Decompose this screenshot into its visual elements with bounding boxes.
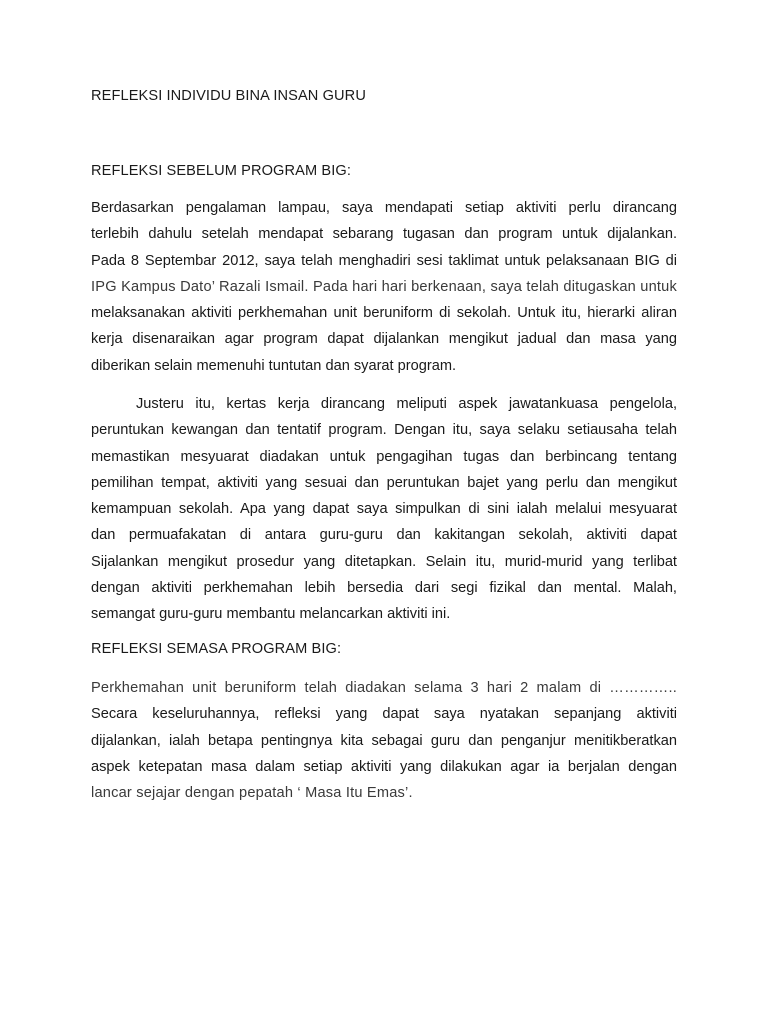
paragraph-line: kemampuan sekolah. Apa yang dapat saya simpulkan di sini ialah melalui mesyuarat xyxy=(91,501,677,518)
paragraph-line: aspek ketepatan masa dalam setiap aktiviti yang dilakukan agar ia berjalan dengan xyxy=(91,758,677,775)
paragraph-line: melaksanakan aktiviti perkhemahan unit beruniform di sekolah. Untuk itu, hierarki aliran xyxy=(91,305,677,322)
paragraph-line: lancar sejajar dengan pepatah ‘ Masa Itu Emas’. xyxy=(91,785,413,802)
paragraph-line: dijalankan, ialah betapa pentingnya kita sebagai guru dan penganjur menitikberatkan xyxy=(91,732,677,749)
section-heading-semasa: REFLEKSI SEMASA PROGRAM BIG: xyxy=(91,641,342,657)
paragraph-line: Sijalankan mengikut prosedur yang ditetapkan. Selain itu, murid-murid yang terlibat xyxy=(91,553,677,570)
paragraph-line: Pada 8 Septembar 2012, saya telah menghadiri sesi taklimat untuk pelaksanaan BIG di xyxy=(91,252,677,269)
paragraph-line: memastikan mesyuarat diadakan untuk pengagihan tugas dan berbincang tentang xyxy=(91,448,677,465)
paragraph-sebelum-2 xyxy=(91,391,677,628)
paragraph-line: dan permuafakatan di antara guru-guru dan kakitangan sekolah, aktiviti dapat xyxy=(91,527,677,544)
paragraph-line: Perkhemahan unit beruniform telah diadakan selama 3 hari 2 malam di ………….. xyxy=(91,680,677,696)
section-heading-sebelum: REFLEKSI SEBELUM PROGRAM BIG: xyxy=(91,163,351,179)
paragraph-line: semangat guru-guru membantu melancarkan aktiviti ini. xyxy=(91,606,451,623)
paragraph-line: dengan aktiviti perkhemahan lebih bersedia dari segi fizikal dan mental. Malah, xyxy=(91,580,677,597)
paragraph-line: pemilihan tempat, aktiviti yang sesuai dan peruntukan bajet yang perlu dan mengikut xyxy=(91,474,677,491)
paragraph-line: Justeru itu, kertas kerja dirancang meliputi aspek jawatankuasa pengelola, xyxy=(136,396,677,412)
paragraph-line: kerja disenaraikan agar program dapat dijalankan mengikut jadual dan masa yang xyxy=(91,331,677,348)
paragraph-line: Secara keseluruhannya, refleksi yang dapat saya nyatakan sepanjang aktiviti xyxy=(91,706,677,723)
paragraph-line: terlebih dahulu setelah mendapat sebarang tugasan dan program untuk dijalankan. xyxy=(91,226,677,243)
paragraph-semasa-1 xyxy=(91,675,677,806)
paragraph-sebelum-1 xyxy=(91,195,677,379)
paragraph-line: Berdasarkan pengalaman lampau, saya mendapati setiap aktiviti perlu dirancang xyxy=(91,200,677,216)
paragraph-line: IPG Kampus Dato’ Razali Ismail. Pada hari hari berkenaan, saya telah ditugaskan untuk xyxy=(91,278,677,295)
paragraph-line: peruntukan kewangan dan tentatif program. Dengan itu, saya selaku setiausaha telah xyxy=(91,422,677,439)
document-title: REFLEKSI INDIVIDU BINA INSAN GURU xyxy=(91,88,366,104)
paragraph-line: diberikan selain memenuhi tuntutan dan syarat program. xyxy=(91,357,457,374)
